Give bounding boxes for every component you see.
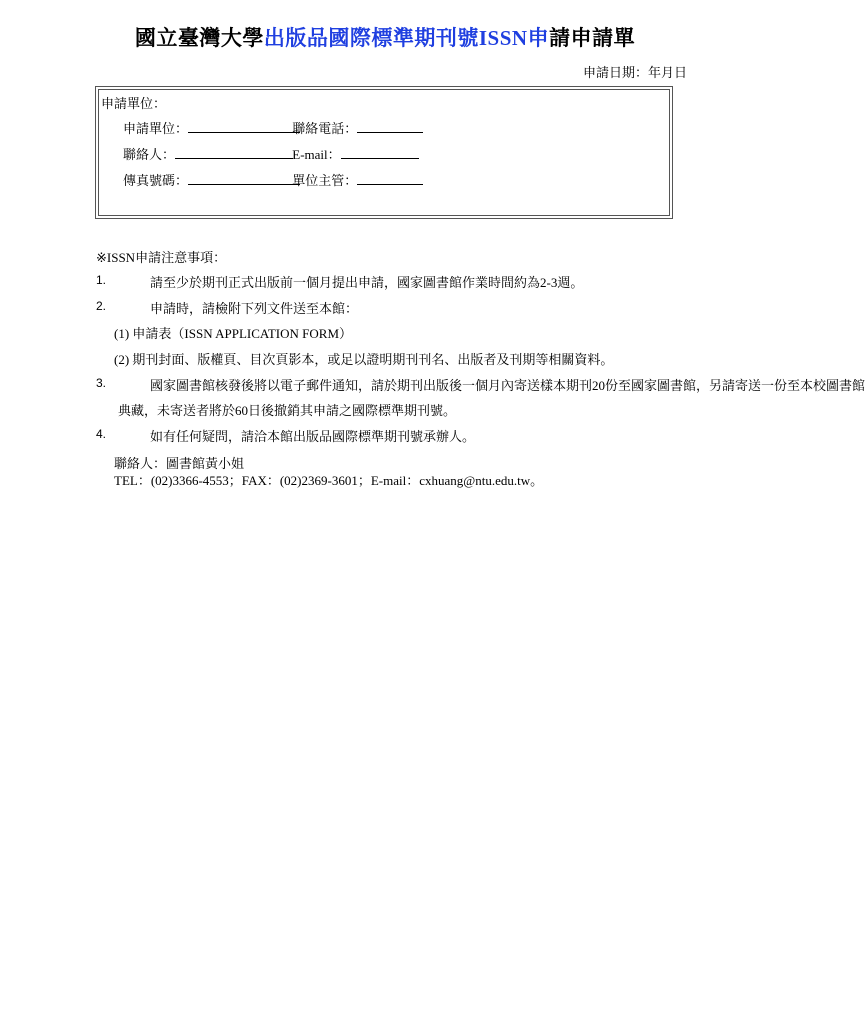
unit-label: 申請單位： [123, 121, 189, 136]
contact-label: 聯絡人： [123, 147, 176, 162]
item-2-number: 2. [96, 299, 107, 313]
title-prefix: 國立臺灣大學 [134, 26, 264, 50]
item-3-number: 3. [96, 376, 107, 390]
phone-label: 聯絡電話： [292, 121, 358, 136]
item-3-continuation: 典藏，未寄送者將於60日後撤銷其申請之國際標準期刊號。 [118, 403, 457, 418]
applicant-box-heading: 申請單位： [101, 96, 167, 111]
supervisor-field[interactable] [357, 172, 423, 185]
application-date: 申請日期：年月日 [582, 65, 687, 80]
item-3-text: 國家圖書館核發後將以電子郵件通知，請於期刊出版後一個月內寄送樣本期刊20份至國家圖書館，另請寄送一份至本校圖書館 [150, 378, 865, 393]
item-1-text: 請至少於期刊正式出版前一個月提出申請，國家圖書館作業時間約為2-3週。 [150, 275, 584, 290]
field-row-2 [123, 144, 419, 163]
item-4-number: 4. [96, 427, 107, 441]
item-1-number: 1. [96, 273, 107, 287]
page-title [0, 22, 770, 52]
supervisor-label: 單位主管： [292, 173, 358, 188]
title-highlight: 出版品國際標準期刊號ISSN申 [263, 26, 550, 50]
applicant-info-box [95, 86, 673, 219]
contact-field[interactable] [175, 146, 293, 159]
item-2-text: 申請時，請檢附下列文件送至本館： [150, 301, 359, 316]
field-row-1 [123, 118, 423, 137]
phone-field[interactable] [357, 120, 423, 133]
unit-field[interactable] [188, 120, 300, 133]
contact-details: TEL：(02)3366-4553；FAX：(02)2369-3601；E-mail：cxhuang@ntu.edu.tw。 [114, 473, 544, 488]
notes-heading: ※ISSN申請注意事項： [96, 250, 227, 265]
email-label: E-mail： [292, 147, 341, 162]
applicant-info-inner-frame [98, 89, 670, 216]
email-field[interactable] [341, 146, 419, 159]
field-row-3 [123, 170, 423, 189]
item-4-text: 如有任何疑問，請洽本館出版品國際標準期刊號承辦人。 [150, 429, 476, 444]
contact-person: 聯絡人：圖書館黃小姐 [114, 456, 245, 471]
fax-field[interactable] [188, 172, 300, 185]
fax-label: 傳真號碼： [123, 173, 189, 188]
subitem-1: (1) 申請表（ISSN APPLICATION FORM） [114, 326, 352, 341]
title-suffix: 請申請單 [549, 26, 636, 50]
subitem-2: (2) 期刊封面、版權頁、目次頁影本，或足以證明期刊刊名、出版者及刊期等相關資料。 [114, 352, 614, 367]
